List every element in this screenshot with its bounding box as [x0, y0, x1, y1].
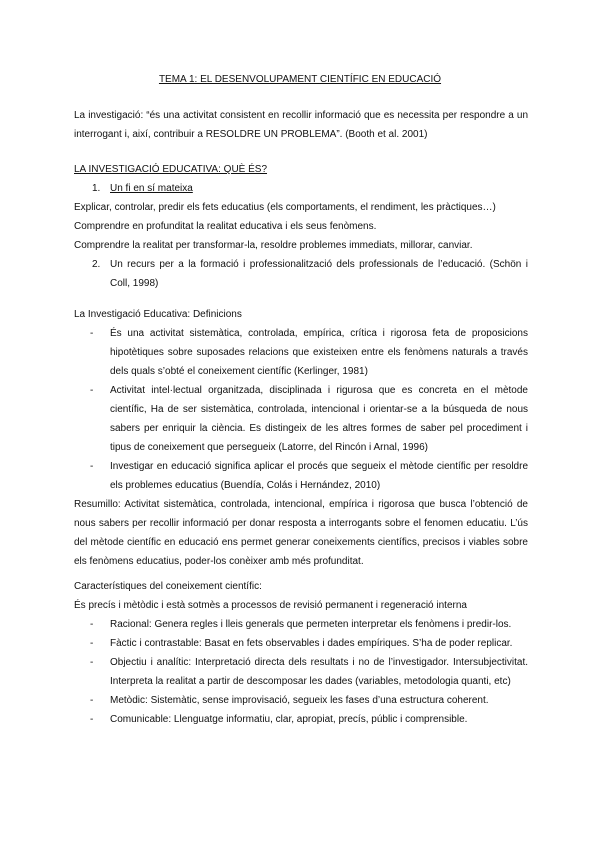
list-item: [74, 324, 528, 381]
section-heading: La Investigació Educativa: Definicions: [74, 309, 242, 320]
list-item-text: Metòdic: Sistemàtic, sense improvisació, segueix les fases d’una estructura coherent.: [110, 695, 489, 706]
list-item-text: Comunicable: Llenguatge informatiu, clar, apropiat, precís, públic i comprensible.: [110, 714, 468, 725]
list-item-text: Objectiu i analític: Interpretació directa dels resultats i no de l’investigador. Intersubjectivitat. Interpreta la realitat a partir de descomposar les dades (variables, metodologia quanti, etc): [110, 657, 528, 687]
list-item-text: Fàctic i contrastable: Basat en fets observables i dades empíriques. S’ha de poder replicar.: [110, 638, 513, 649]
numbered-item-2: [74, 255, 528, 293]
definitions-list: [74, 324, 528, 495]
summary-paragraph: Resumillo: Activitat sistemàtica, controlada, intencional, empírica i rigorosa que busca l’obtenció de nous sabers per recollir informació per donar resposta a interrogants sobre el fenomen educatiu. L’ús del mètode científic en educació ens permet generar coneixements científics, precisos i viables sobre els fenòmens educatius, poder-los conèixer amb més profunditat.: [74, 499, 528, 567]
list-item-text: És una activitat sistemàtica, controlada, empírica, crítica i rigorosa feta de proposicions hipotètiques sobre suposades relacions que existeixen entre els fenòmens naturals a través dels quals s’obté el coneixement científic (Kerlinger, 1981): [110, 328, 528, 377]
characteristics-list: [74, 615, 528, 729]
body-line: Comprendre en profunditat la realitat educativa i els seus fenòmens.: [74, 221, 377, 232]
section-heading: LA INVESTIGACIÓ EDUCATIVA: QUÈ ÉS?: [74, 164, 268, 175]
intro-paragraph: La investigació: “és una activitat consistent en recollir informació que es necessita per respondre a un interrogant i, així, contribuir a RESOLDRE UN PROBLEMA”. (Booth et al. 2001): [74, 110, 528, 140]
dash-bullet: -: [90, 385, 94, 396]
dash-bullet: -: [90, 619, 94, 630]
item-title: Un fi en sí mateixa: [110, 183, 193, 194]
section-heading: Característiques del coneixement científic:: [74, 581, 262, 592]
list-item: [74, 615, 528, 634]
list-item: [74, 710, 528, 729]
section-what-is: [74, 160, 528, 293]
dash-bullet: -: [90, 695, 94, 706]
numbered-item-1: [74, 179, 528, 198]
item-text: Un recurs per a la formació i professionalització dels professionals de l’educació. (Schön i Coll, 1998): [110, 259, 528, 289]
dash-bullet: -: [90, 714, 94, 725]
body-line: Explicar, controlar, predir els fets educatius (els comportaments, el rendiment, les pràctiques…): [74, 202, 496, 213]
dash-bullet: -: [90, 461, 94, 472]
list-item-text: Investigar en educació significa aplicar el procés que segueix el mètode científic per resoldre els problemes educatius (Buendía, Colás i Hernández, 2010): [110, 461, 528, 491]
list-item: [74, 653, 528, 691]
section-characteristics: [74, 577, 528, 729]
section-subheading: És precís i mètòdic i està sotmès a processos de revisió permanent i regeneració interna: [74, 600, 467, 611]
intro-block: [74, 106, 528, 144]
dash-bullet: -: [90, 657, 94, 668]
list-item-text: Activitat intel·lectual organitzada, disciplinada i rigurosa que es concreta en el mètode científic, Ha de ser sistemàtica, controlada, intencional i orientar-se a la búsqueda de nous sabers per enriquir la ciència. Es distingeix de les altres formes de saber pel procediment i tipus de coneixement que persegueix (Latorre, del Rincón i Arnal, 1996): [110, 385, 528, 453]
list-item: [74, 381, 528, 457]
dash-bullet: -: [90, 638, 94, 649]
list-item: [74, 457, 528, 495]
list-item: [74, 634, 528, 653]
list-item: [74, 691, 528, 710]
section-definitions: [74, 305, 528, 571]
dash-bullet: -: [90, 328, 94, 339]
list-item-text: Racional: Genera regles i lleis generals que permeten interpretar els fenòmens i predir-los.: [110, 619, 512, 630]
page-title: TEMA 1: EL DESENVOLUPAMENT CIENTÍFIC EN EDUCACIÓ: [158, 74, 442, 85]
body-line: Comprendre la realitat per transformar-la, resoldre problemes immediats, millorar, canviar.: [74, 240, 473, 251]
item-number: 2.: [92, 259, 101, 270]
item-number: 1.: [92, 183, 101, 194]
